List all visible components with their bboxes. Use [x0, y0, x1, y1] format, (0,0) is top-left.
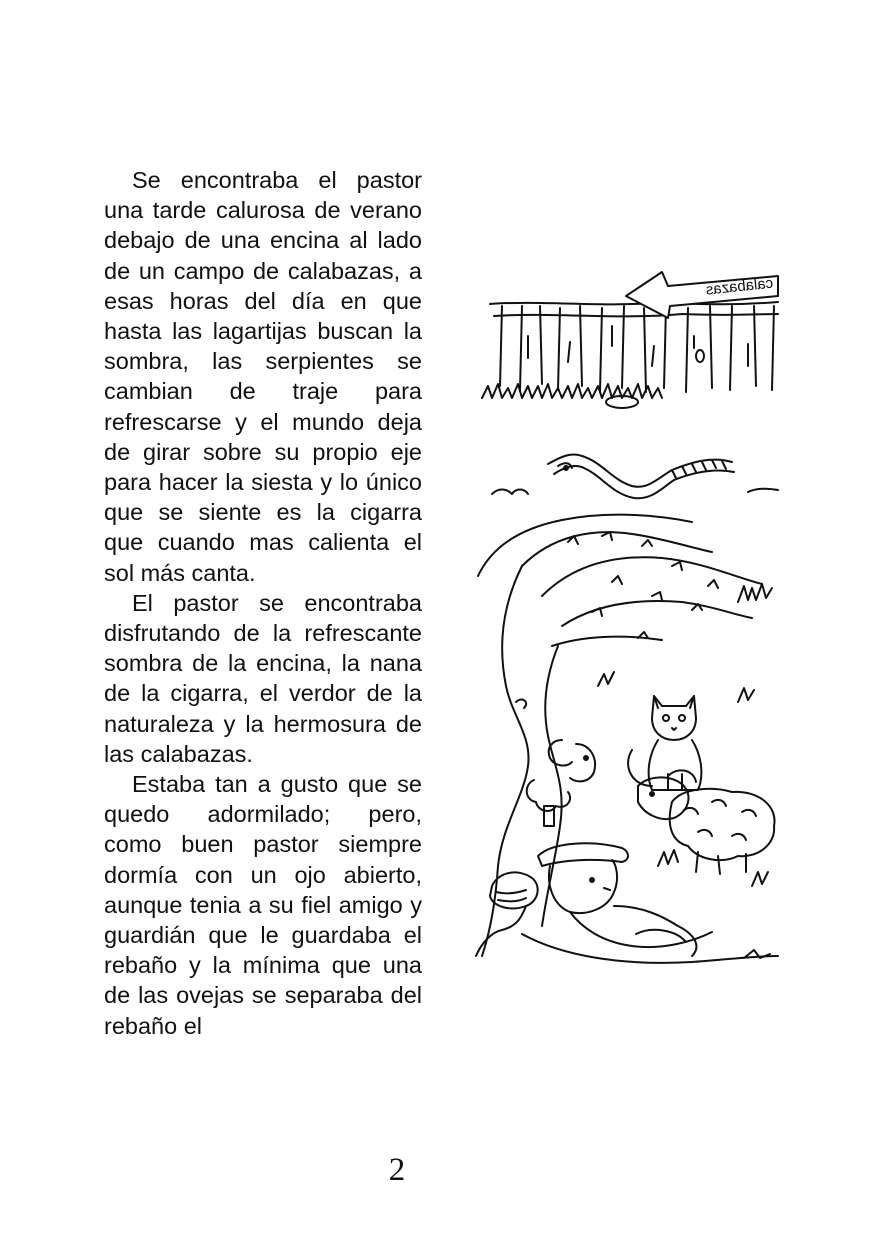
- snake-drawing: [492, 454, 778, 498]
- paragraph-3: Estaba tan a gusto que se quedo adormilado; pero, como buen pastor siempre dormía con un ojo abierto, aunque tenia a su fiel amigo y guardián que le guardaba el rebaño y la mínima que una de las ovejas se separaba del rebaño el: [104, 771, 422, 1039]
- cat-drawing: [628, 696, 701, 790]
- fence-drawing: [482, 272, 778, 408]
- sheep-drawing: [527, 740, 775, 886]
- shepherd-drawing: [476, 843, 778, 963]
- page-number: 2: [388, 1152, 406, 1188]
- pastoral-illustration: [462, 266, 780, 976]
- sign-label: calabazas: [704, 274, 774, 299]
- tree-drawing: [478, 515, 772, 956]
- story-text: [104, 165, 422, 1041]
- paragraph-2: El pastor se encontraba disfrutando de la refrescante sombra de la encina, la nana de la cigarra, el verdor de la naturaleza y la hermosura de las calabazas.: [104, 589, 422, 767]
- paragraph-1: Se encontraba el pastor una tarde calurosa de verano debajo de una encina al lado de un campo de calabazas, a esas horas del día en que hasta las lagartijas buscan la sombra, las serpientes se cambian de traje para refrescarse y el mundo deja de girar sobre su propio eje para hacer la siesta y lo único que se siente es la cigarra que cuando mas calienta el sol más canta.: [104, 167, 422, 586]
